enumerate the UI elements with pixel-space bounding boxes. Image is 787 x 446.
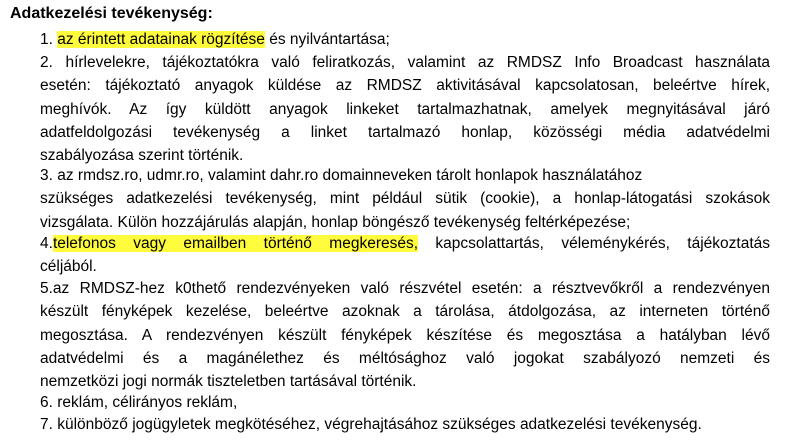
text-segment: adatvédelmi és a magánélethez és méltósághoz való jogokat szabályozó nemzeti és bbox=[40, 349, 770, 367]
text-segment: esetén: tájékoztató anyagok küldése az RMDSZ aktivitásával kapcsolatosan, beleértve hírek, bbox=[40, 77, 770, 95]
text-segment: 3. az rmdsz.ro, udmr.ro, valamint dahr.ro domainneveken tárolt honlapok használatához bbox=[40, 167, 643, 184]
text-segment: szükséges adatkezelési tevékenység, mint például sütik (cookie), a honlap-látogatási szokások bbox=[40, 190, 770, 208]
text-line bbox=[40, 98, 770, 121]
text-segment: vizsgálata. Külön hozzájárulás alapján, honlap böngésző tevékenység feltérképezése; bbox=[40, 213, 631, 231]
text-segment: 7. különböző jogügyletek megkötéséhez, végrehajtásához szükséges adatkezelési tevékenység. bbox=[40, 416, 702, 433]
text-segment: nemzetközi jogi normák tiszteletben tartásával történik. bbox=[40, 373, 417, 391]
text-segment: 2. hírlevelekre, tájékoztatókra való feliratkozás, valamint az RMDSZ Info Broadcast használata bbox=[40, 54, 770, 71]
text-segment: 5.az RMDSZ-hez k0thető rendezvényeken való részvétel esetén: a résztvevőkről a rendezvényen bbox=[40, 280, 770, 297]
list-item-3 bbox=[40, 164, 770, 234]
text-segment: 4. bbox=[40, 235, 53, 252]
text-line bbox=[40, 255, 770, 278]
text-segment: céljából. bbox=[40, 258, 97, 276]
text-line bbox=[40, 300, 770, 323]
text-line bbox=[40, 28, 770, 51]
text-segment: meghívók. Az így küldött anyagok linkeket tartalmazhatnak, amelyek megnyitásával járó bbox=[40, 100, 770, 118]
list-item-1 bbox=[40, 28, 770, 51]
text-segment: adatfeldolgozási tevékenység a linket tartalmazó honlap, közösségi média adatvédelmi bbox=[40, 123, 770, 141]
list-item-7 bbox=[40, 413, 770, 436]
text-line bbox=[40, 121, 770, 144]
text-segment: megosztása. A rendezvényen készült fényképek készítése és megosztása a hatályban lévő bbox=[40, 326, 770, 344]
text-line bbox=[40, 211, 770, 234]
text-segment: 1. bbox=[40, 31, 58, 48]
text-line bbox=[40, 74, 770, 97]
highlighted-text: az érintett adatainak rögzítése bbox=[57, 31, 265, 48]
text-line bbox=[40, 347, 770, 370]
highlighted-text: telefonos vagy emailben történő megkeresés, bbox=[52, 235, 419, 252]
list-item-4 bbox=[40, 232, 770, 279]
text-line bbox=[40, 413, 770, 436]
text-line bbox=[40, 370, 770, 393]
list-item-5 bbox=[40, 277, 770, 393]
list-item-2 bbox=[40, 51, 770, 167]
text-segment: szabályozása szerint történik. bbox=[40, 147, 244, 165]
text-line bbox=[40, 324, 770, 347]
text-line bbox=[40, 51, 770, 74]
text-line bbox=[40, 277, 770, 300]
text-segment: kapcsolattartás, véleménykérés, tájékoztatás bbox=[418, 235, 771, 252]
text-line bbox=[40, 187, 770, 210]
text-segment: 6. reklám, célirányos reklám, bbox=[40, 394, 238, 411]
text-line bbox=[40, 391, 770, 414]
text-segment: és nyilvántartása; bbox=[264, 31, 390, 48]
list-item-6 bbox=[40, 391, 770, 414]
text-line bbox=[40, 164, 770, 187]
document-heading: Adatkezelési tevékenység: bbox=[10, 5, 213, 22]
text-line bbox=[40, 232, 770, 255]
text-segment: készült fényképek kezelése, beleértve azoknak a tárolása, átdolgozása, az interneten történő bbox=[40, 303, 770, 321]
